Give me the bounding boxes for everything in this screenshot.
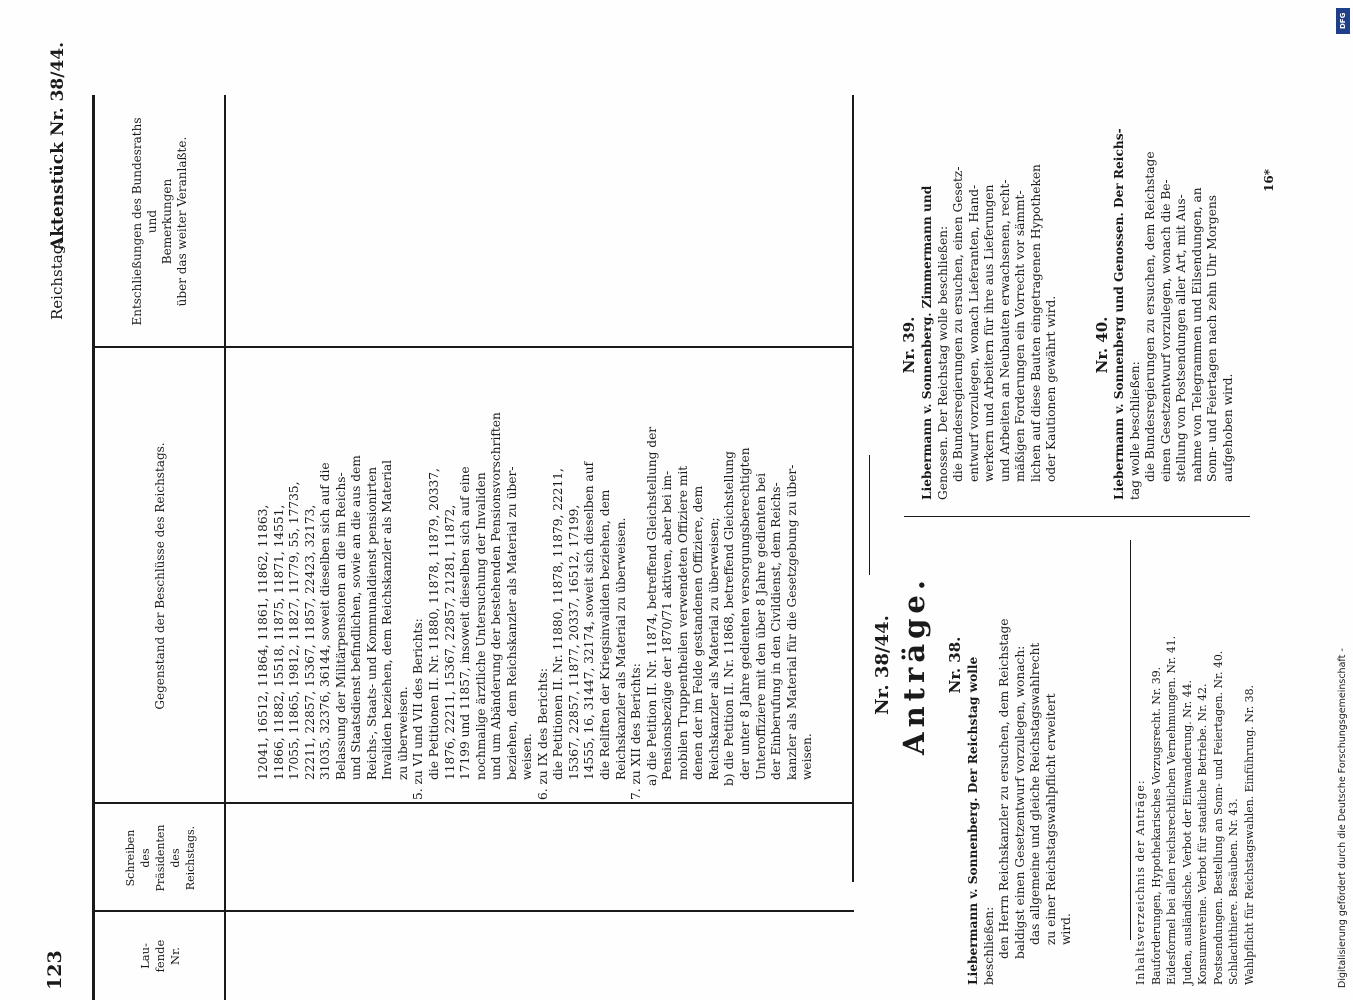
column-header-nr-label: Lau- fende Nr.	[137, 939, 182, 973]
signature-mark: 16*	[1262, 169, 1276, 192]
column-header-entschliessungen-label: Entschließungen des Bundesraths und Bemerkungen über das weiter Veranlaßte.	[130, 117, 189, 326]
antrag-39-line: entwurf vorzulegen, wonach Lieferanten, Hand-	[966, 184, 981, 482]
index-title: Inhaltsverzeichnis der Anträge:	[1134, 779, 1147, 985]
gegenstand-line: Reichskanzler als Material zu überweisen;	[706, 517, 721, 780]
gegenstand-line: und um Abänderung der bestehenden Pensionsvorschriften	[489, 412, 504, 780]
antrag-40-line: stellung von Postsendungen aller Art, mit Aus-	[1174, 194, 1189, 482]
antrag-38-line: beschließen:	[981, 906, 996, 985]
antrag-39-line: lichen auf diese Bauten eingetragenen Hypotheken	[1028, 164, 1043, 482]
antrag-40-text	[1112, 40, 1236, 500]
gegenstand-line: und Staatsdienst befindlichen, sowie an die aus dem	[349, 455, 364, 780]
antrag-39-text	[920, 40, 1060, 500]
antrag-40-label: Nr. 40.	[1093, 316, 1111, 374]
antrag-39-line: Genossen. Der Reichstag wolle beschließen:	[935, 225, 950, 500]
gegenstand-line: 5. zu VI und VII des Berichts:	[411, 618, 426, 800]
header-left: Reichstag.	[48, 239, 66, 320]
gegenstand-line: Reichskanzler als Material zu überweisen.	[613, 517, 628, 780]
antrag-40-line: Liebermann v. Sonnenberg und Genossen. Der Reichs-	[1112, 128, 1126, 500]
antrag-38-line: wird.	[1059, 913, 1074, 945]
gegenstand-line: die Reliften der Kriegsinvaliden beziehen, dem	[598, 489, 613, 780]
antrag-39-line: oder Kautionen gewährt wird.	[1044, 295, 1059, 482]
column-header-nr	[96, 912, 224, 1000]
gegenstand-line: 7. zu XII des Berichts:	[629, 663, 644, 800]
column-header-gegenstand-label: Gegenstand der Beschlüsse des Reichstags.	[152, 442, 167, 710]
dfg-logo: DFG	[1336, 8, 1350, 34]
column-header-schreiben-label: Schreiben des Präsidenten des Reichstags.	[123, 824, 197, 892]
digitisation-footer: Digitalisierung gefördert durch die Deutsche Forschungsgemeinschaft -	[1337, 648, 1348, 988]
gegenstand-line: Invaliden beziehen, dem Reichskanzler als Material	[380, 460, 395, 780]
section-rule-index	[1130, 540, 1131, 940]
gegenstand-line: die Petitionen II. Nr. 11880, 11878, 11879, 22211,	[551, 468, 566, 780]
antrag-40-line: tag wolle beschließen:	[1127, 361, 1142, 500]
antrag-38-line: zu einer Reichstagswahlpflicht erweitert	[1043, 693, 1058, 945]
gegenstand-body	[256, 352, 816, 800]
antraege-number: Nr. 38/44.	[872, 615, 893, 715]
gegenstand-line: der unter 8 Jahre gedienten versorgungsberechtigten	[737, 447, 752, 780]
gegenstand-line: 6. zu IX des Berichts:	[535, 668, 550, 800]
antrag-40-line: einen Gesetzentwurf vorzulegen, wonach die Be-	[1158, 179, 1173, 482]
gegenstand-line: beziehen, dem Reichskanzler als Material zu über-	[504, 466, 519, 780]
gegenstand-line: a) die Petition II. Nr. 11874, betreffend Gleichstellung der	[644, 426, 659, 786]
antrag-38-label: Nr. 38.	[946, 636, 964, 694]
antrag-39-line: Liebermann v. Sonnenberg. Zimmermann und	[920, 185, 934, 500]
antrag-38-text	[966, 515, 1075, 985]
index-entry: Juden, ausländische. Verbot der Einwanderung. Nr. 44.	[1180, 680, 1194, 985]
table-header-rule	[224, 95, 226, 1000]
gegenstand-line: 31035, 32376, 36144, soweit dieselben sich auf die	[318, 462, 333, 780]
gegenstand-line: 22211, 22857, 15367, 11857, 22423, 32173,	[302, 504, 317, 780]
antrag-38-line: baldigst einen Gesetzentwurf vorzulegen, wonach:	[1012, 645, 1027, 959]
antrag-39-line: und Arbeiten an Neubauten erwachsenen, recht-	[997, 179, 1012, 482]
column-header-gegenstand	[96, 348, 224, 804]
index-entry: Bauforderungen, Hypothekarisches Vorzugsrecht. Nr. 39.	[1149, 666, 1163, 985]
gegenstand-line: Unteroffiziere mit den über 8 Jahre gedienten bei	[753, 473, 768, 780]
antrag-40-line: aufgehoben wird.	[1220, 373, 1235, 482]
index-entry: Eidesformel bei allen reichsrechtlichen Vernehmungen. Nr. 41.	[1165, 635, 1178, 985]
gegenstand-line: Pensionsbezüge der 1870/71 aktiven, aber bei im-	[660, 470, 675, 780]
gegenstand-line: 11876, 22211, 15367, 22857, 21281, 11872,	[442, 504, 457, 780]
gegenstand-line: der Einberufung in den Civildienst, dem Reichs-	[769, 482, 784, 780]
index-entry: Konsumvereine. Verbot für staatliche Betriebe. Nr. 42.	[1196, 683, 1209, 985]
gegenstand-line: 15367, 22857, 11877, 20337, 16512, 17199,	[566, 504, 581, 780]
antraege-index	[1133, 515, 1257, 985]
section-rule-left	[869, 455, 870, 575]
gegenstand-line: Belassung der Militärpensionen an die im Reichs-	[333, 472, 348, 780]
antrag-38-line: das allgemeine und gleiche Reichstagswahlrecht	[1028, 642, 1043, 945]
antrag-38-line: Liebermann v. Sonnenberg. Der Reichstag wolle	[966, 656, 980, 985]
antrag-39-line: die Bundesregierungen zu ersuchen, einen Gesetz-	[951, 166, 966, 482]
antrag-39-label: Nr. 39.	[900, 316, 918, 374]
gegenstand-line: 17055, 11865, 19812, 11827, 11779, 55, 17735,	[287, 481, 302, 780]
gegenstand-line: Reichs-, Staats- und Kommunaldienst pensionirten	[364, 466, 379, 780]
gegenstand-line: 17199 und 11857, insoweit dieselben sich auf eine	[458, 466, 473, 780]
table-bottom-rule	[852, 95, 854, 882]
antraege-heading: Anträge.	[897, 575, 931, 755]
gegenstand-line: kanzler als Material für die Gesetzgebung zu über-	[784, 464, 799, 780]
index-entry: Postsendungen. Bestellung an Sonn- und Feiertagen. Nr. 40.	[1211, 650, 1225, 985]
gegenstand-line: mobilen Truppentheilen verwendeten Offiziere mit	[675, 465, 690, 780]
gegenstand-line: denen der im Felde gestandenen Offiziere, dem	[691, 485, 706, 780]
index-entry: Wahlpflicht für Reichstagswahlen. Einführung. Nr. 38.	[1242, 685, 1256, 985]
antrag-38-line: den Herrn Reichskanzler zu ersuchen, dem Reichstage	[997, 618, 1012, 959]
gegenstand-line: die Petitionen II. Nr. 11880, 11878, 11879, 20337,	[427, 468, 442, 780]
gegenstand-line: b) die Petition II. Nr. 11868, betreffend Gleichstellung	[722, 451, 737, 786]
antrag-39-line: werkern und Arbeitern für ihre aus Lieferungen	[982, 184, 997, 482]
gegenstand-line: weisen.	[520, 733, 535, 780]
page-number: 123	[44, 950, 66, 990]
header-title: Aktenstück Nr. 38/44.	[48, 41, 68, 250]
column-header-entschliessungen	[96, 95, 224, 348]
gegenstand-line: 14555, 16, 31447, 32174, soweit sich dieselben auf	[582, 461, 597, 780]
antrag-40-line: Sonn- und Feiertagen nach zehn Uhr Morgens	[1205, 194, 1220, 482]
gegenstand-line: weisen.	[800, 733, 815, 780]
gegenstand-line: nochmalige ärztliche Untersuchung der Invaliden	[473, 472, 488, 780]
gegenstand-line: 12041, 16512, 11864, 11861, 11862, 11863,	[256, 504, 270, 780]
gegenstand-line: zu überweisen.	[395, 686, 410, 780]
antrag-40-line: nahme von Telegrammen und Eilsendungen, an	[1189, 187, 1204, 482]
index-entry: Schlachtthiere. Besäuben. Nr. 43.	[1227, 798, 1240, 985]
antrag-40-line: die Bundesregierungen zu ersuchen, dem Reichstage	[1143, 151, 1158, 482]
antrag-39-line: mäßigen Forderungen ein Vorrecht vor sämmt-	[1013, 190, 1028, 482]
column-header-schreiben	[96, 804, 224, 912]
table-top-rule	[92, 95, 95, 1000]
gegenstand-line: 11866, 11882, 15518, 11875, 11871, 14551,	[271, 504, 286, 780]
